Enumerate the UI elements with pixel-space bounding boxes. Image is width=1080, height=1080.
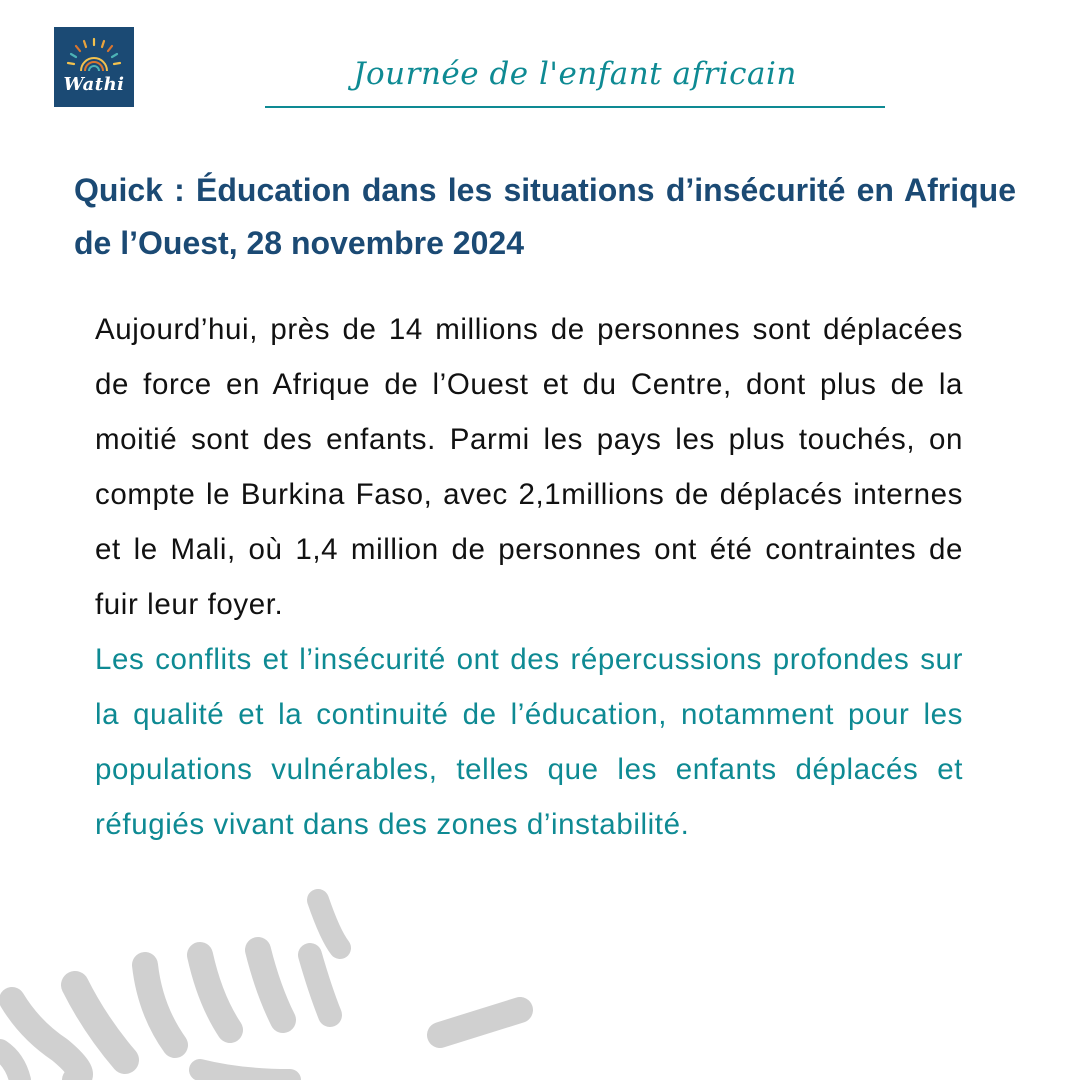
header-divider	[265, 106, 885, 108]
paragraph-intro: Aujourd’hui, près de 14 millions de personnes sont déplacées de force en Afrique de l’Ouest et du Centre, dont plus de la moitié sont des enfants. Parmi les pays les plus touchés, on compte le Burkina Faso, avec 2,1millions de déplacés internes et le Mali, où 1,4 million de personnes ont été contraintes de fuir leur foyer.	[95, 313, 963, 621]
wathi-logo[interactable]	[54, 27, 134, 107]
sun-icon	[54, 27, 134, 107]
page-title: Quick : Éducation dans les situations d’insécurité en Afrique de l’Ouest, 28 novembre 2024	[74, 172, 1016, 261]
paragraph-highlight: Les conflits et l’insécurité ont des répercussions profondes sur la qualité et la continuité de l’éducation, notamment pour les populations vulnérables, telles que les enfants déplacés et réfugiés vivant dans des zones d’instabilité.	[95, 643, 963, 841]
header-title: Journée de l'enfant africain	[353, 56, 797, 92]
logo-text: Wathi	[63, 74, 125, 95]
body-text	[95, 302, 963, 852]
